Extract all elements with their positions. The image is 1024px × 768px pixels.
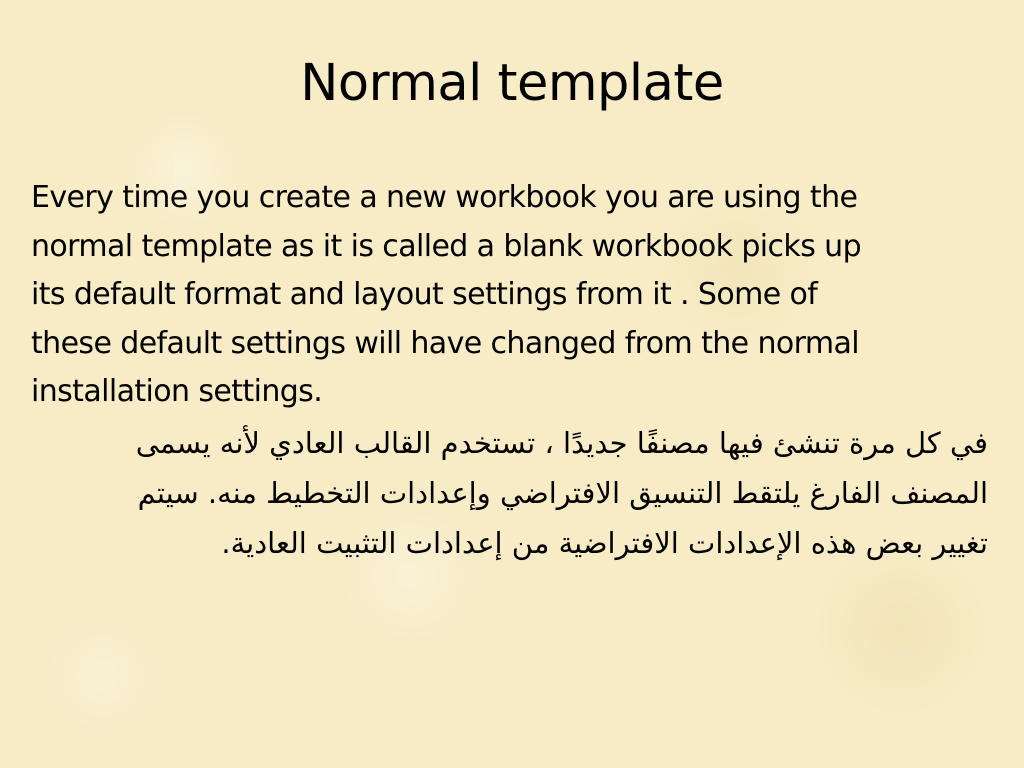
english-line: its default format and layout settings from it . Some of [31, 277, 818, 312]
english-paragraph [31, 174, 991, 417]
english-line: installation settings. [31, 374, 323, 409]
arabic-line: تغيير بعض هذه الإعدادات الافتراضية من إعدادات التثبيت العادية. [221, 526, 988, 560]
arabic-line: في كل مرة تنشئ فيها مصنفًا جديدًا ، تستخدم القالب العادي لأنه يسمى [135, 426, 988, 460]
english-line: these default settings will have changed from the normal [31, 325, 859, 361]
arabic-line: المصنف الفارغ يلتقط التنسيق الافتراضي وإعدادات التخطيط منه. سيتم [137, 476, 988, 510]
english-line: Every time you create a new workbook you are using the [31, 180, 858, 215]
arabic-paragraph [98, 418, 988, 568]
english-line: normal template as it is called a blank workbook picks up [31, 228, 862, 264]
slide-title: Normal template [300, 54, 724, 113]
